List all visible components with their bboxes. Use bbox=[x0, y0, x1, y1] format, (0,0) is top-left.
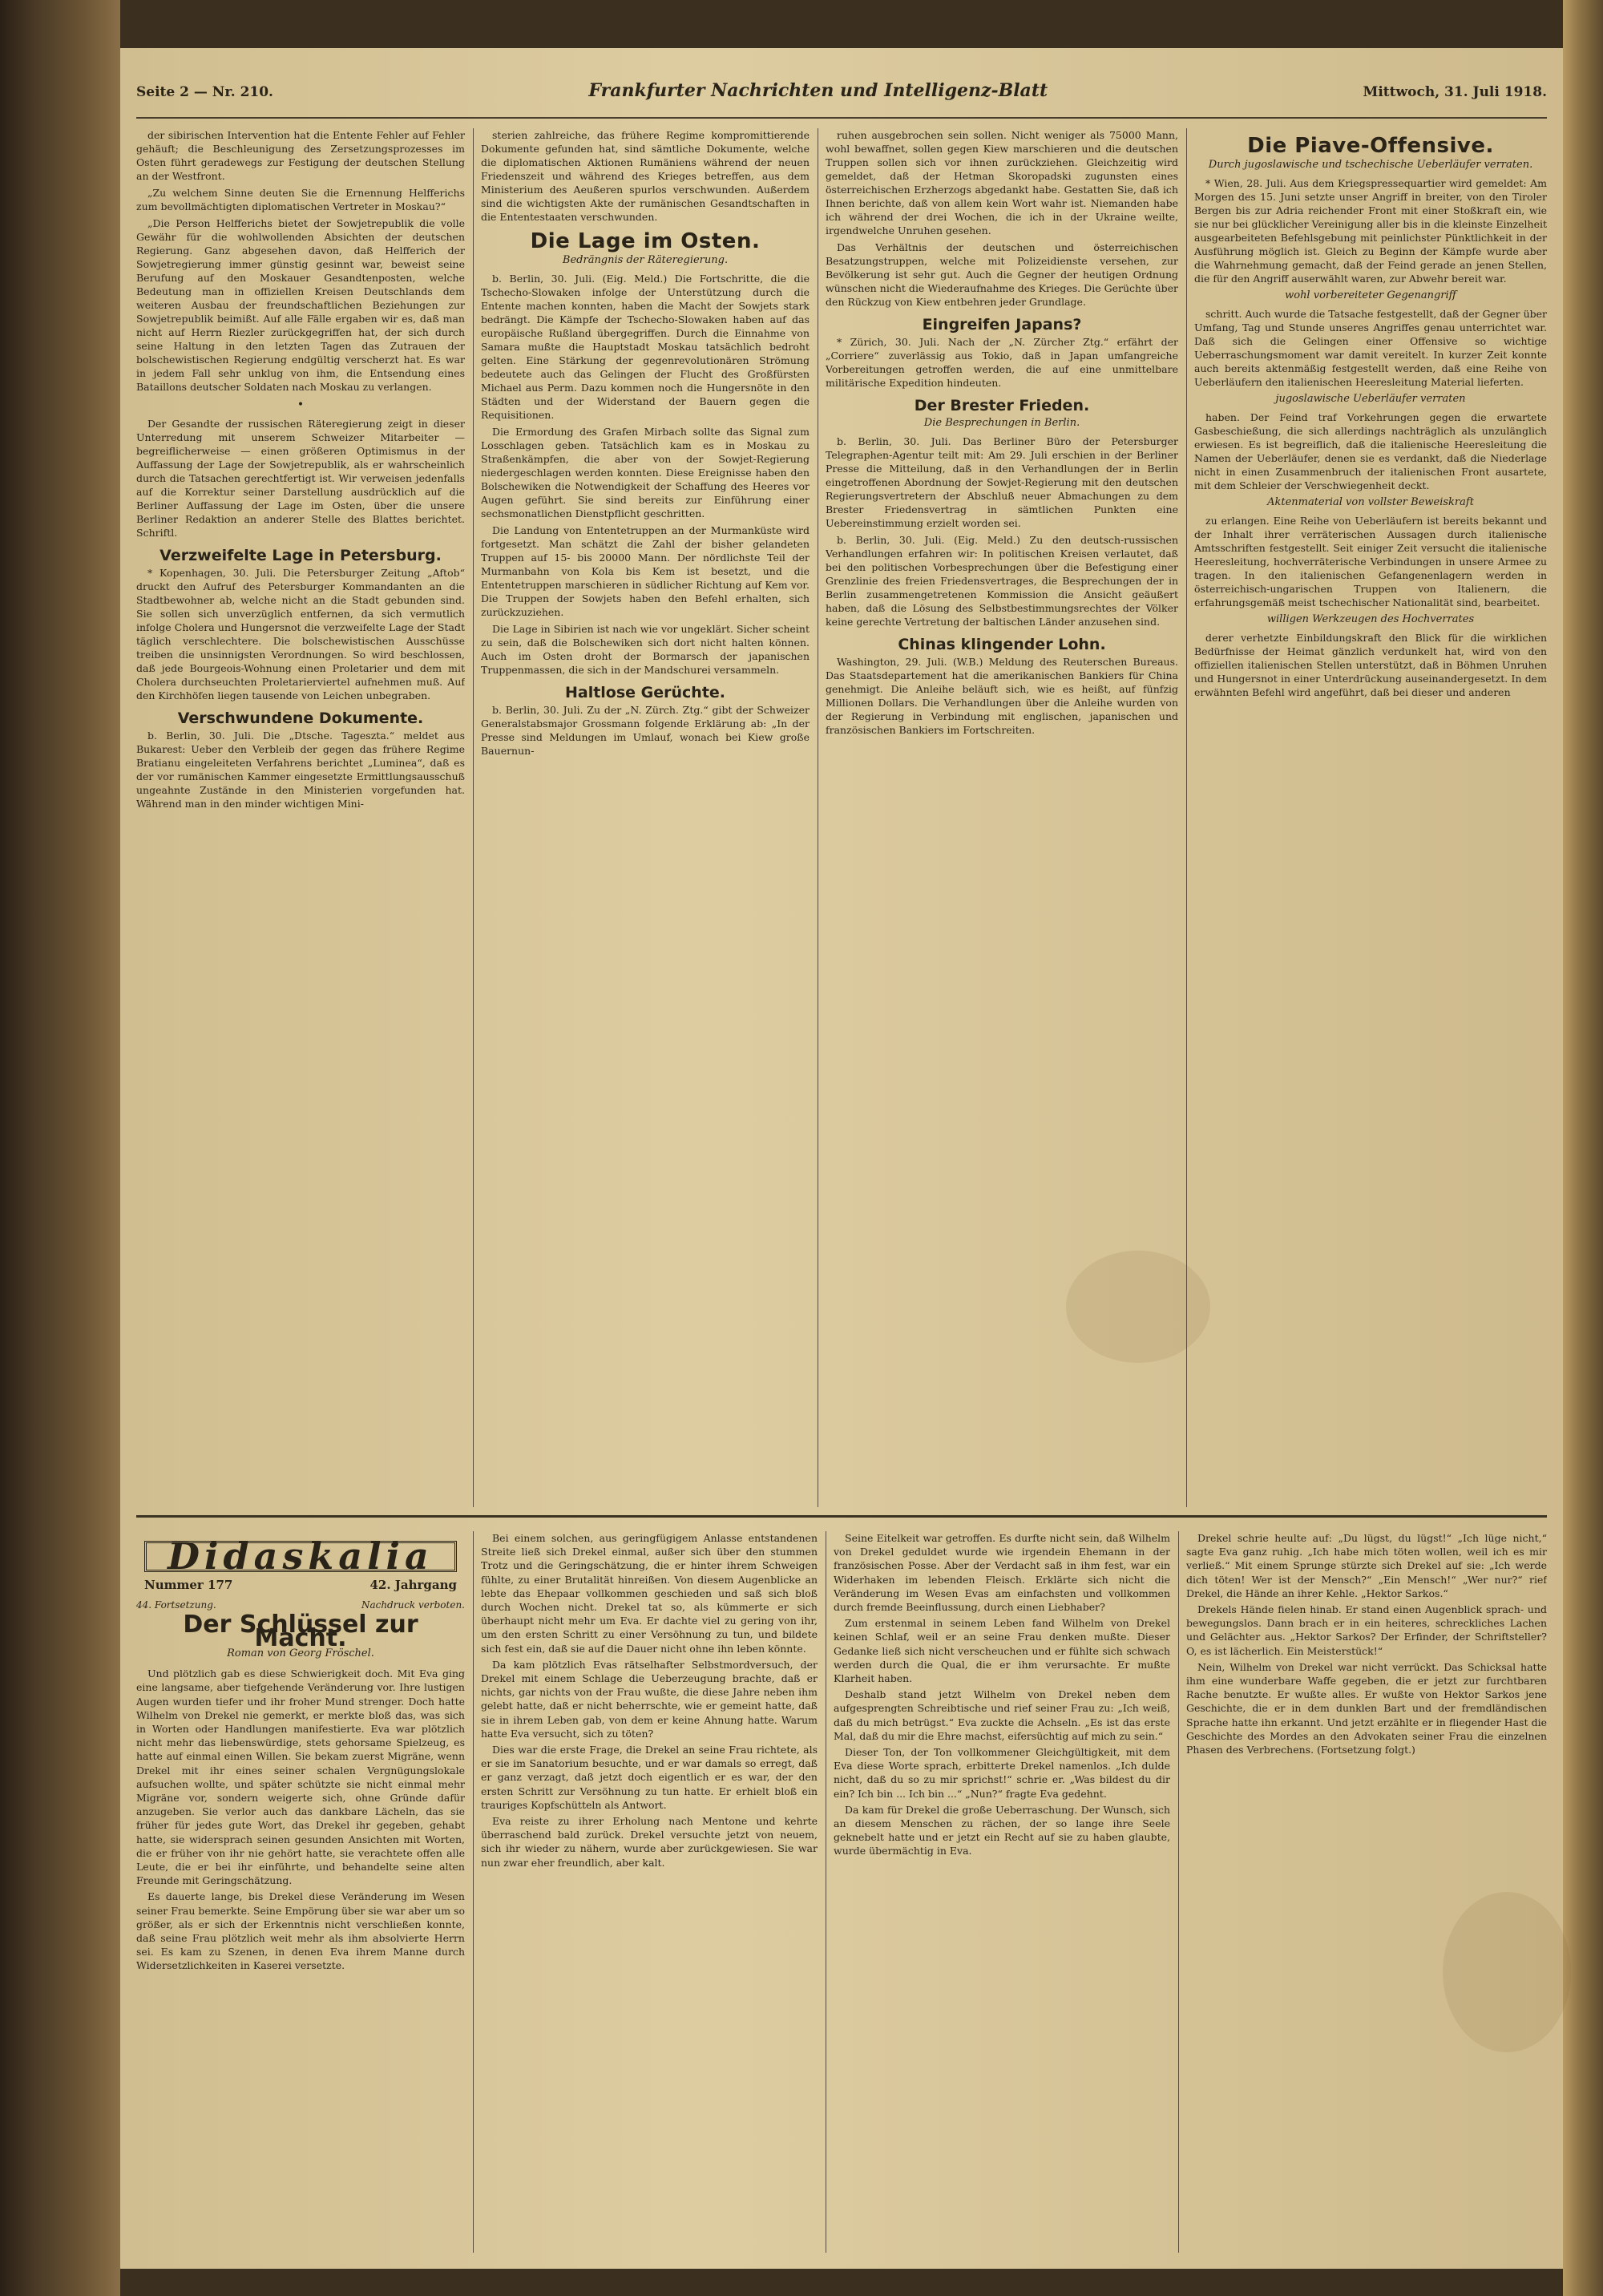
article-text: b. Berlin, 30. Juli. (Eig. Meld.) Die Fortschritte, die die Tschecho-Slowaken infolge der Unterstützung durch die Entente machen konnten, haben die Macht der Sowjets stark bedrängt. Die Kämpfe der Tschecho-Slowaken haben auf das europäische Rußland übergegriffen. Durch die Einnahme von Samara mußte die Hauptstadt Moskau tatsächlich bedroht gelten. Eine Stärkung der gegenrevolutionären Strömung bedeutete auch das Gelingen der Flucht des Großfürsten Michael aus Perm. Dazu kommen noch die Hungersnöte in den Städten und der Widerstand der Bauern gegen die Requisitionen. bbox=[481, 273, 810, 421]
article-text: * Wien, 28. Juli. Aus dem Kriegspressequartier wird gemeldet: Am Morgen des 15. Juni setzte unser Angriff in breiter, von den Tiroler Bergen bis zur Adria reichender Front mit einer Stoßkraft ein, wie sie nur bei glücklicher Vereinigung aller bis in die kleinste Einzelheit ausgearbeiteten Befehlsgebung mit peinlichster Pünktlichkeit in der Ausführung möglich ist. Gleich zu Beginn der Kämpfe wurde aber die Wahrnehmung gemacht, daß der Feind gerade an jenen Stellen, die für den Angriff auserwählt waren, zur Abwehr bereit war. bbox=[1194, 177, 1547, 285]
novel-text: Deshalb stand jetzt Wilhelm von Drekel neben dem aufgesprengten Schreibtische und rief seiner Frau zu: „Ich weiß, daß du mich betrügst.“ Eva zuckte die Achseln. „Es ist das erste Mal, daß du mir die Ehre machst, eifersüchtig auf mich zu sein.“ bbox=[834, 1688, 1170, 1742]
issue-year: 42. Jahrgang bbox=[369, 1578, 457, 1593]
novel-text: Da kam plötzlich Evas rätselhafter Selbstmordversuch, der Drekel mit einem Schlage die Ueberzeugung brachte, daß er nichts, gar nichts von der Frau wußte, die diese Jahre neben ihm gelebt hatte, daß er nicht beherrschte, wie er gemeint hatte, daß sie in ihrem Leben gab, von dem er keine Ahnung hatte. Warum hatte Eva versucht, sich zu töten? bbox=[481, 1658, 818, 1740]
page-header bbox=[136, 80, 1547, 119]
article-text: * Zürich, 30. Juli. Nach der „N. Zürcher Ztg.“ erfährt der „Corriere“ zuverlässig aus Tokio, daß in Japan umfangreiche Vorbereitungen getroffen werden, die auf eine unmittelbare militärische Expedition hindeuten. bbox=[826, 336, 1178, 389]
novel-text: Nein, Wilhelm von Drekel war nicht verrückt. Das Schicksal hatte ihm eine wunderbare Waffe gegeben, die er jetzt zur furchtbaren Rache benutzte. Er wußte alles. Er wußte von Hektor Sarkos jene Geschichte, die er in dem dunklen Bart und der fremdländischen Sprache hatte ihn erkannt. Und jetzt erzählte er in fliegender Hast die Geschichte des Mordes an den Advokaten seiner Frau die einzelnen Phasen des Verbrechens. (Fortsetzung folgt.) bbox=[1186, 1660, 1547, 1756]
book-spine-edge bbox=[0, 0, 120, 2296]
novel-text: Seine Eitelkeit war getroffen. Es durfte nicht sein, daß Wilhelm von Drekel geduldet wurde wie irgendein Ehemann in der französischen Posse. Aber der Verdacht saß in ihm fest, war ein Widerhaken im lebenden Fleisch. Erklärte sich nicht die Veränderung im Wesen Evas am einfachsten und vollkommen durch fremde Beeinflussung, durch einen Liebhaber? bbox=[834, 1532, 1170, 1614]
headline-japan: Eingreifen Japans? bbox=[922, 316, 1082, 333]
feuilleton-issue-line bbox=[144, 1578, 457, 1592]
feuilleton-column-4 bbox=[1186, 1531, 1547, 2253]
novel-text: Da kam für Drekel die große Ueberraschung. Der Wunsch, sich an diesem Menschen zu rächen, der so lange ihre Seele geknebelt hatte und er jetzt ein Recht auf sie zu haben glaubte, wurde übermächtig in Eva. bbox=[834, 1803, 1170, 1857]
reprint-notice: Nachdruck verboten. bbox=[361, 1599, 465, 1611]
novel-text: Dieser Ton, der Ton vollkommener Gleichgültigkeit, mit dem Eva diese Worte sprach, erbitterte Drekel namenlos. „Ich dulde nicht, daß du so zu mir sprichst!“ schrie er. „Was bildest du dir ein? Ich bin ... Ich bin ...“ „Nun?“ fragte Eva gedehnt. bbox=[834, 1746, 1170, 1800]
column-1 bbox=[136, 128, 465, 1507]
novel-text: Drekel schrie heulte auf: „Du lügst, du lügst!“ „Ich lüge nicht,“ sagte Eva ganz ruhig. „Ich habe mich töten wollen, weil ich es mir verließ.“ Mit einem Sprunge stürzte sich Drekel auf sie: „Ich werde dich töten! Wer ist der Mensch?“ „Ein Mensch!“ „Wer nur?“ rief Drekel, die Hände an ihrer Kehle. „Hektor Sarkos.“ bbox=[1186, 1532, 1547, 1599]
article-text: derer verhetzte Einbildungskraft den Blick für die wirklichen Bedürfnisse der Heimat gänzlich verdunkelt hat, wird von den offiziellen italienischen Stellen unterstützt, daß in Böhmen Unruhen und Hungersnot in einer Unterdrückung auseinandergesetzt. In dem erwähnten Befehl wird angeführt, daß bei dieser und anderen bbox=[1194, 632, 1547, 698]
feuilleton-column-2 bbox=[481, 1531, 818, 2253]
article-text: Der Gesandte der russischen Räteregierung zeigt in dieser Unterredung mit unserem Schweizer Mitarbeiter — begreiflicherweise — einen größeren Optimismus in der Auffassung der Lage der Sowjetrepublik, als er wahrscheinlich durch die Tatsachen gerechtfertigt ist. Wir verweisen jedenfalls auf die Korrektur seiner Darstellung ausdrücklich auf die Berliner Auffassung der Lage im Osten, über die unsere Berliner Redaktion an anderer Stelle des Blattes berichtet. Schriftl. bbox=[136, 418, 465, 539]
article-text: b. Berlin, 30. Juli. Zu der „N. Zürch. Ztg.“ gibt der Schweizer Generalstabsmajor Grossmann folgende Erklärung ab: „In der Presse sind Meldungen im Umlauf, wonach bei Kiew große Bauernun- bbox=[481, 704, 810, 757]
novel-title: Der Schlüssel zur Macht. bbox=[183, 1610, 418, 1652]
subheadline: jugoslawische Ueberläufer verraten bbox=[1275, 393, 1466, 405]
article-text: Die Lage in Sibirien ist nach wie vor ungeklärt. Sicher scheint zu sein, daß die Bolschewiken sich dort nicht halten können. Auch im Osten droht der Bormarsch der japanischen Truppenmassen, die sich in der Mandschurei versammeln. bbox=[481, 623, 810, 676]
article-text: Das Verhältnis der deutschen und österreichischen Besatzungstruppen, welche mit Polizeidienste versehen, zur Bevölkerung ist sehr gut. Auch die Gegner der heutigen Ordnung wünschen nicht die Wiederaufnahme des Krieges. Die Gerüchte über den Rückzug von Kiew entbehren jeder Grundlage. bbox=[826, 241, 1178, 308]
column-3 bbox=[826, 128, 1178, 1507]
article-text: haben. Der Feind traf Vorkehrungen gegen die erwartete Gasbeschießung, die sich allerdings nachträglich als unzulänglich erwiesen. Es ist begreiflich, daß die italienische Heeresleitung die Namen der Ueberläufer, denen sie es verdankt, daß die Niederlage nicht in einen Zusammenbruch der italienischen Front ausartete, mit dem Schleier der Verschwiegenheit deckt. bbox=[1194, 411, 1547, 491]
column-rule bbox=[1178, 1531, 1179, 2253]
continuation-number: 44. Fortsetzung. bbox=[136, 1599, 216, 1611]
newspaper-page bbox=[120, 48, 1563, 2269]
subheadline: Bedrängnis der Räteregierung. bbox=[562, 254, 729, 266]
feuilleton-column-1 bbox=[136, 1531, 465, 2253]
novel-text: Bei einem solchen, aus geringfügigem Anlasse entstandenen Streite ließ sich Drekel einmal, außer sich über den stummen Trotz und die Geringschätzung, die er hinter ihrem Schweigen fühlte, zu einer Brutalität hinreißen. Von diesem Augenblicke an lebte das Ehepaar vollkommen geschieden und saß sich bloß durch Wochen nicht. Drekel tat so, als kümmerte er sich überhaupt nicht mehr um Eva. Er dachte viel zu gering von ihr, um den ersten Schritt zu einer Versöhnung zu tun, und bildete sich fest ein, daß sie auf die Dauer nicht ohne ihn leben könnte. bbox=[481, 1532, 818, 1655]
issue-date: Mittwoch, 31. Juli 1918. bbox=[1363, 84, 1547, 100]
novel-text: Und plötzlich gab es diese Schwierigkeit doch. Mit Eva ging eine langsame, aber tiefgehende Veränderung vor. Ihre lustigen Augen wurden tiefer und ihr froher Mund strenger. Doch hatte Wilhelm von Drekel nie gemerkt, er merkte bloß das, was sich in Worten oder Handlungen manifestierte. Eva war plötzlich nicht mehr das liebenswürdige, stets gehorsame Spielzeug, es hatte auf einmal einen Willen. Sie bekam zuerst Migräne, wenn Drekel mit ihr eines seiner schalen Vergnügungslokale aufsuchen wollte, und später schützte sie nicht einmal mehr Migräne vor, sondern weigerte sich, ohne Gründe dafür anzugeben. Sie verlor auch das dankbare Lächeln, das sie früher für jedes gute Wort, das Drekel ihr gegeben, gehabt hatte, sie widersprach seinen gesunden Ansichten mit Worten, die er früher von ihr nie gehört hatte, sie verachtete offen alle Leute, die er bei ihr einführte, und behandelte seine alten Freunde mit Geringschätzung. bbox=[136, 1667, 465, 1887]
novel-text: Drekels Hände fielen hinab. Er stand einen Augenblick sprach- und bewegungslos. Dann brach er in ein heiteres, schreckliches Lachen und Gelächter aus. „Hektor Sarkos? Der Erfinder, der Schriftsteller? O, es ist lächerlich. Ein Meisterstück!“ bbox=[1186, 1603, 1547, 1657]
page-label: Seite 2 — Nr. 210. bbox=[136, 84, 273, 100]
headline-lage-im-osten: Die Lage im Osten. bbox=[530, 229, 761, 253]
headline-china: Chinas klingender Lohn. bbox=[898, 636, 1106, 653]
headline-haltlose-geruechte: Haltlose Gerüchte. bbox=[564, 684, 726, 701]
column-rule bbox=[1186, 128, 1187, 1507]
column-4 bbox=[1194, 128, 1547, 1507]
headline-brester-frieden: Der Brester Frieden. bbox=[914, 397, 1090, 414]
novel-text: Eva reiste zu ihrer Erholung nach Mentone und kehrte überraschend bald zurück. Drekel versuchte jetzt von neuem, sich ihr wieder zu nähern, wurde aber zurückgewiesen. Sie war nun zwar eher freundlich, aber kalt. bbox=[481, 1815, 818, 1869]
headline-piave-offensive: Die Piave-Offensive. bbox=[1247, 134, 1494, 158]
novel-text: Dies war die erste Frage, die Drekel an seine Frau richtete, als er sie im Sanatorium besuchte, und er war damals so erregt, daß er ganz verzagt, daß jetzt doch eigentlich er es war, der den ersten Schritt zur Versöhnung zu tun hatte. Er erhielt bloß ein trauriges Kopfschütteln als Antwort. bbox=[481, 1744, 818, 1811]
feuilleton-column-3 bbox=[834, 1531, 1170, 2253]
subheadline: Durch jugoslawische und tschechische Ueberläufer verraten. bbox=[1208, 159, 1533, 171]
article-text: der sibirischen Intervention hat die Entente Fehler auf Fehler gehäuft; die Beschleunigung des Zersetzungsprozesses im Osten führt geradewegs zur Festigung der deutschen Stellung an der Westfront. bbox=[136, 129, 465, 182]
ornament: • bbox=[297, 398, 305, 411]
article-text: Die Ermordung des Grafen Mirbach sollte das Signal zum Losschlagen geben. Tatsächlich kam es in Moskau zu Straßenkämpfen, die aber von der Sowjet-Regierung niedergeschlagen werden konnten. Diese Ereignisse haben den Bolschewiken die Notwendigkeit der Schaffung des Heeres vor Augen geführt. Sie sind bereits zur Einführung einer sechsmonatlichen Dienstpflicht geschritten. bbox=[481, 426, 810, 519]
article-text: * Kopenhagen, 30. Juli. Die Petersburger Zeitung „Aftob“ druckt den Aufruf des Petersburger Kommandanten an die Stadtbewohner ab, welche nicht an die Stadt gebunden sind. Sie sollen sich unverzüglich entfernen, da sich vermutlich infolge Cholera und Hungersnot die verzweifelte Lage der Stadt täglich verschlechtere. Die bolschewistischen Ausschüsse treiben die unsinnigsten Verordnungen. So wird beschlossen, daß jede Bourgeois-Wohnung einen Proletarier und dem mit Cholera durchseuchten Proletarierviertel aufnehmen muß. Auf den Kirchhöfen liegen tausende von Leichen unbegraben. bbox=[136, 567, 465, 701]
subheadline: wohl vorbereiteter Gegenangriff bbox=[1285, 289, 1456, 301]
article-text: b. Berlin, 30. Juli. Das Berliner Büro der Petersburger Telegraphen-Agentur teilt mit: Am 29. Juli erschien in der Berliner Presse die Mitteilung, daß in den Verhandlungen der in Berlin eingetroffenen Abordnung der Sowjet-Regierung mit den deutschen Regierungsvertretern der Abschluß neuer Abmachungen zu dem Brester Friedensvertrag in sämtlichen Punkten eine Uebereinstimmung erzielt worden sei. bbox=[826, 435, 1178, 529]
article-text: schritt. Auch wurde die Tatsache festgestellt, daß der Gegner über Umfang, Tag und Stunde unseres Angriffes genau unterrichtet war. Daß sich die Gelingen einer Offensive so wichtige Ueberraschungsmoment war damit vereitelt. In kurzer Zeit konnte auch bereits aktenmäßig festgestellt werden, daß eine Reihe von Ueberläufern den italienischen Heeresleitung Material lieferten. bbox=[1194, 308, 1547, 388]
article-text: Washington, 29. Juli. (W.B.) Meldung des Reuterschen Bureaus. Das Staatsdepartement hat die amerikanischen Bankiers für China genehmigt. Die Anleihe beläuft sich, wie es heißt, auf fünfzig Millionen Dollars. Die Verhandlungen über die Anleihe wurden von der Regierung in Verbindung mit englischen, japanischen und französischen Bankiers im Fortschreiten. bbox=[826, 656, 1178, 736]
column-rule bbox=[473, 1531, 474, 2253]
novel-text: Zum erstenmal in seinem Leben fand Wilhelm von Drekel keinen Schlaf, weil er an seine Frau denken mußte. Dieser Gedanke ließ sich nicht verscheuchen und er fühlte sich schwach werden durch die Qual, die er ihm verursachte. Er mußte Klarheit haben. bbox=[834, 1617, 1170, 1685]
subheadline: Aktenmaterial von vollster Beweiskraft bbox=[1267, 496, 1474, 508]
column-rule bbox=[473, 128, 474, 1507]
article-text: b. Berlin, 30. Juli. Die „Dtsche. Tageszta.“ meldet aus Bukarest: Ueber den Verbleib der gegen das frühere Regime Bratianu eingeleiteten Verfahrens berichtet „Luminea“, daß es der vor rumänischen Kammer eingesetzte Ermittlungsausschuß ungeahnte Zustände in den Ministerien vorgefunden hat. Während man in den minder wichtigen Mini- bbox=[136, 730, 465, 810]
didaskalia-masthead: Didaskalia bbox=[144, 1541, 457, 1572]
article-text: „Zu welchem Sinne deuten Sie die Ernennung Helfferichs zum bevollmächtigten diplomatischen Vertreter in Moskau?“ bbox=[136, 187, 465, 212]
article-text: ruhen ausgebrochen sein sollen. Nicht weniger als 75000 Mann, wohl bewaffnet, sollen gegen Kiew marschieren und die deutschen Truppen sollen sich vor ihnen zurückziehen. Gleichzeitig wird gemeldet, daß der Hetman Skoropadski zugunsten eines österreichischen Erzherzogs abgedankt habe. Gestatten Sie, daß ich Ihnen berichte, daß von allem kein Wort wahr ist. Niemanden habe ich während der drei Wochen, die ich in der Ukraine weilte, irgendwelche Unruhen gesehen. bbox=[826, 129, 1178, 236]
novel-text: Es dauerte lange, bis Drekel diese Veränderung im Wesen seiner Frau bemerkte. Seine Empörung über sie war aber um so größer, als er sich der Erkenntnis nicht verschließen konnte, daß seine Frau plötzlich weit mehr als ihm absolvierte Herrn sei. Es kam zu Szenen, in denen Eva ihrem Manne durch Widersetzlichkeiten in Kaserei versetzte. bbox=[136, 1890, 465, 1972]
article-text: b. Berlin, 30. Juli. (Eig. Meld.) Zu den deutsch-russischen Verhandlungen erfahren wir: In politischen Kreisen verlautet, daß bei den politischen Vorbesprechungen über die Befestigung einer Grenzlinie des freien Friedensvertrages, die Besprechungen der in Berlin zusammengetretenen Kommission die Ansicht geäußert haben, daß die Lösung des Selbstbestimmungsrechtes der Völker keine gerechte Vertretung der baltischen Länder anzusehen sind. bbox=[826, 534, 1178, 628]
issue-number: Nummer 177 bbox=[144, 1578, 233, 1593]
headline-petersburg: Verzweifelte Lage in Petersburg. bbox=[159, 547, 442, 564]
subheadline: Die Besprechungen in Berlin. bbox=[923, 417, 1080, 429]
feuilleton-divider bbox=[136, 1515, 1547, 1518]
headline-dokumente: Verschwundene Dokumente. bbox=[177, 709, 424, 727]
article-text: „Die Person Helfferichs bietet der Sowjetrepublik die volle Gewähr für die wohlwollenden Absichten der deutschen Regierung. Ganz abgesehen davon, daß Helfferich der Sowjetregierung immer günstig gesinnt war, beweist seine Berufung auf den Moskauer Gesandtenposten, welche Bedeutung man in offiziellen Kreisen Deutschlands dem weiteren Ausbau der freundschaftlichen Beziehungen zur Sowjetrepublik beimißt. Auf alle Fälle ergaben wir es, daß man nicht auf Herrn Riezler zurückgegriffen hat, der sich durch seine Haltung in den letzten Tagen das Zutrauen der bolschewistischen Regierung endgültig verscherzt hat. Es war in jedem Fall sehr unklug von ihm, die Entsendung eines Bataillons deutscher Soldaten nach Moskau zu verlangen. bbox=[136, 217, 465, 393]
subheadline: willigen Werkzeugen des Hochverrates bbox=[1266, 613, 1475, 625]
article-text: Die Landung von Ententetruppen an der Murmanküste wird fortgesetzt. Man schätzt die Zahl der bisher gelandeten Truppen auf 15- bis 20000 Mann. Der nördlichste Teil der Murmanbahn von Kola bis Kem ist besetzt, und die Ententetruppen marschieren in südlicher Richtung auf Kem vor. Die Truppen der Sowjets haben den Befehl erhalten, sich zurückzuziehen. bbox=[481, 524, 810, 618]
newspaper-masthead: Frankfurter Nachrichten und Intelligenz-Blatt bbox=[588, 80, 1048, 101]
article-text: sterien zahlreiche, das frühere Regime kompromittierende Dokumente gefunden hat, sind sämtliche Dokumente, welche die diplomatischen Aktionen Rumäniens während der neuen Friedenszeit und während des Krieges betreffen, aus dem Ministerium des Aeußeren spurlos verschwunden. Außerdem sind die wichtigsten Akte der rumänischen Gesandtschaften in die Ententestaaten verschwunden. bbox=[481, 129, 810, 223]
article-text: zu erlangen. Eine Reihe von Ueberläufern ist bereits bekannt und der Inhalt ihrer verräterischen Aussagen durch italienische Amtsschriften festgestellt. Seit einiger Zeit versucht die italienische Heeresleitung, hochverräterische Verbindungen in unsere Armee zu tragen. In den italienischen Gefangenenlagern werden in österreichisch-ungarischen Truppen von Italienern, die erfahrungsgemäß meist tschechischer Nationalität sind, bearbeitet. bbox=[1194, 515, 1547, 608]
novel-author: Roman von Georg Fröschel. bbox=[227, 1647, 374, 1660]
column-2 bbox=[481, 128, 810, 1507]
